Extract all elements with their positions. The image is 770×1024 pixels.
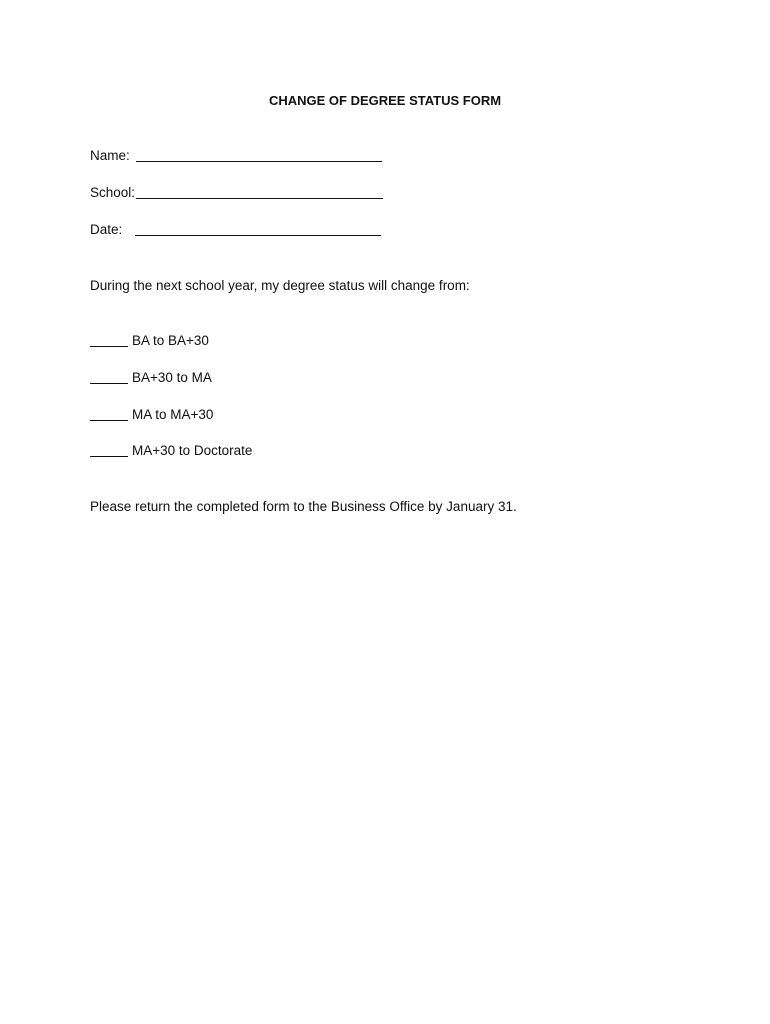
option-label: BA+30 to MA xyxy=(132,370,212,385)
school-field xyxy=(90,185,383,200)
date-label: Date: xyxy=(90,222,123,237)
option-label: MA+30 to Doctorate xyxy=(132,443,253,458)
option-ba-to-ba30 xyxy=(90,333,209,348)
name-label: Name: xyxy=(90,148,130,163)
name-blank-line xyxy=(136,149,382,162)
option-blank-line xyxy=(90,371,128,384)
date-field xyxy=(90,222,381,237)
name-field xyxy=(90,148,382,163)
option-ma-to-ma30 xyxy=(90,407,213,422)
option-label: BA to BA+30 xyxy=(132,333,209,348)
option-blank-line xyxy=(90,334,128,347)
option-ba30-to-ma xyxy=(90,370,212,385)
school-label: School: xyxy=(90,185,136,200)
school-blank-line xyxy=(136,186,383,199)
form-title: CHANGE OF DEGREE STATUS FORM xyxy=(268,93,502,108)
option-label: MA to MA+30 xyxy=(132,407,214,422)
option-blank-line xyxy=(90,408,128,421)
option-ma30-to-doctorate xyxy=(90,443,252,458)
date-blank-line xyxy=(135,223,381,236)
intro-paragraph: During the next school year, my degree status will change from: xyxy=(90,278,470,293)
option-blank-line xyxy=(90,444,128,457)
footer-note: Please return the completed form to the Business Office by January 31. xyxy=(90,499,517,514)
